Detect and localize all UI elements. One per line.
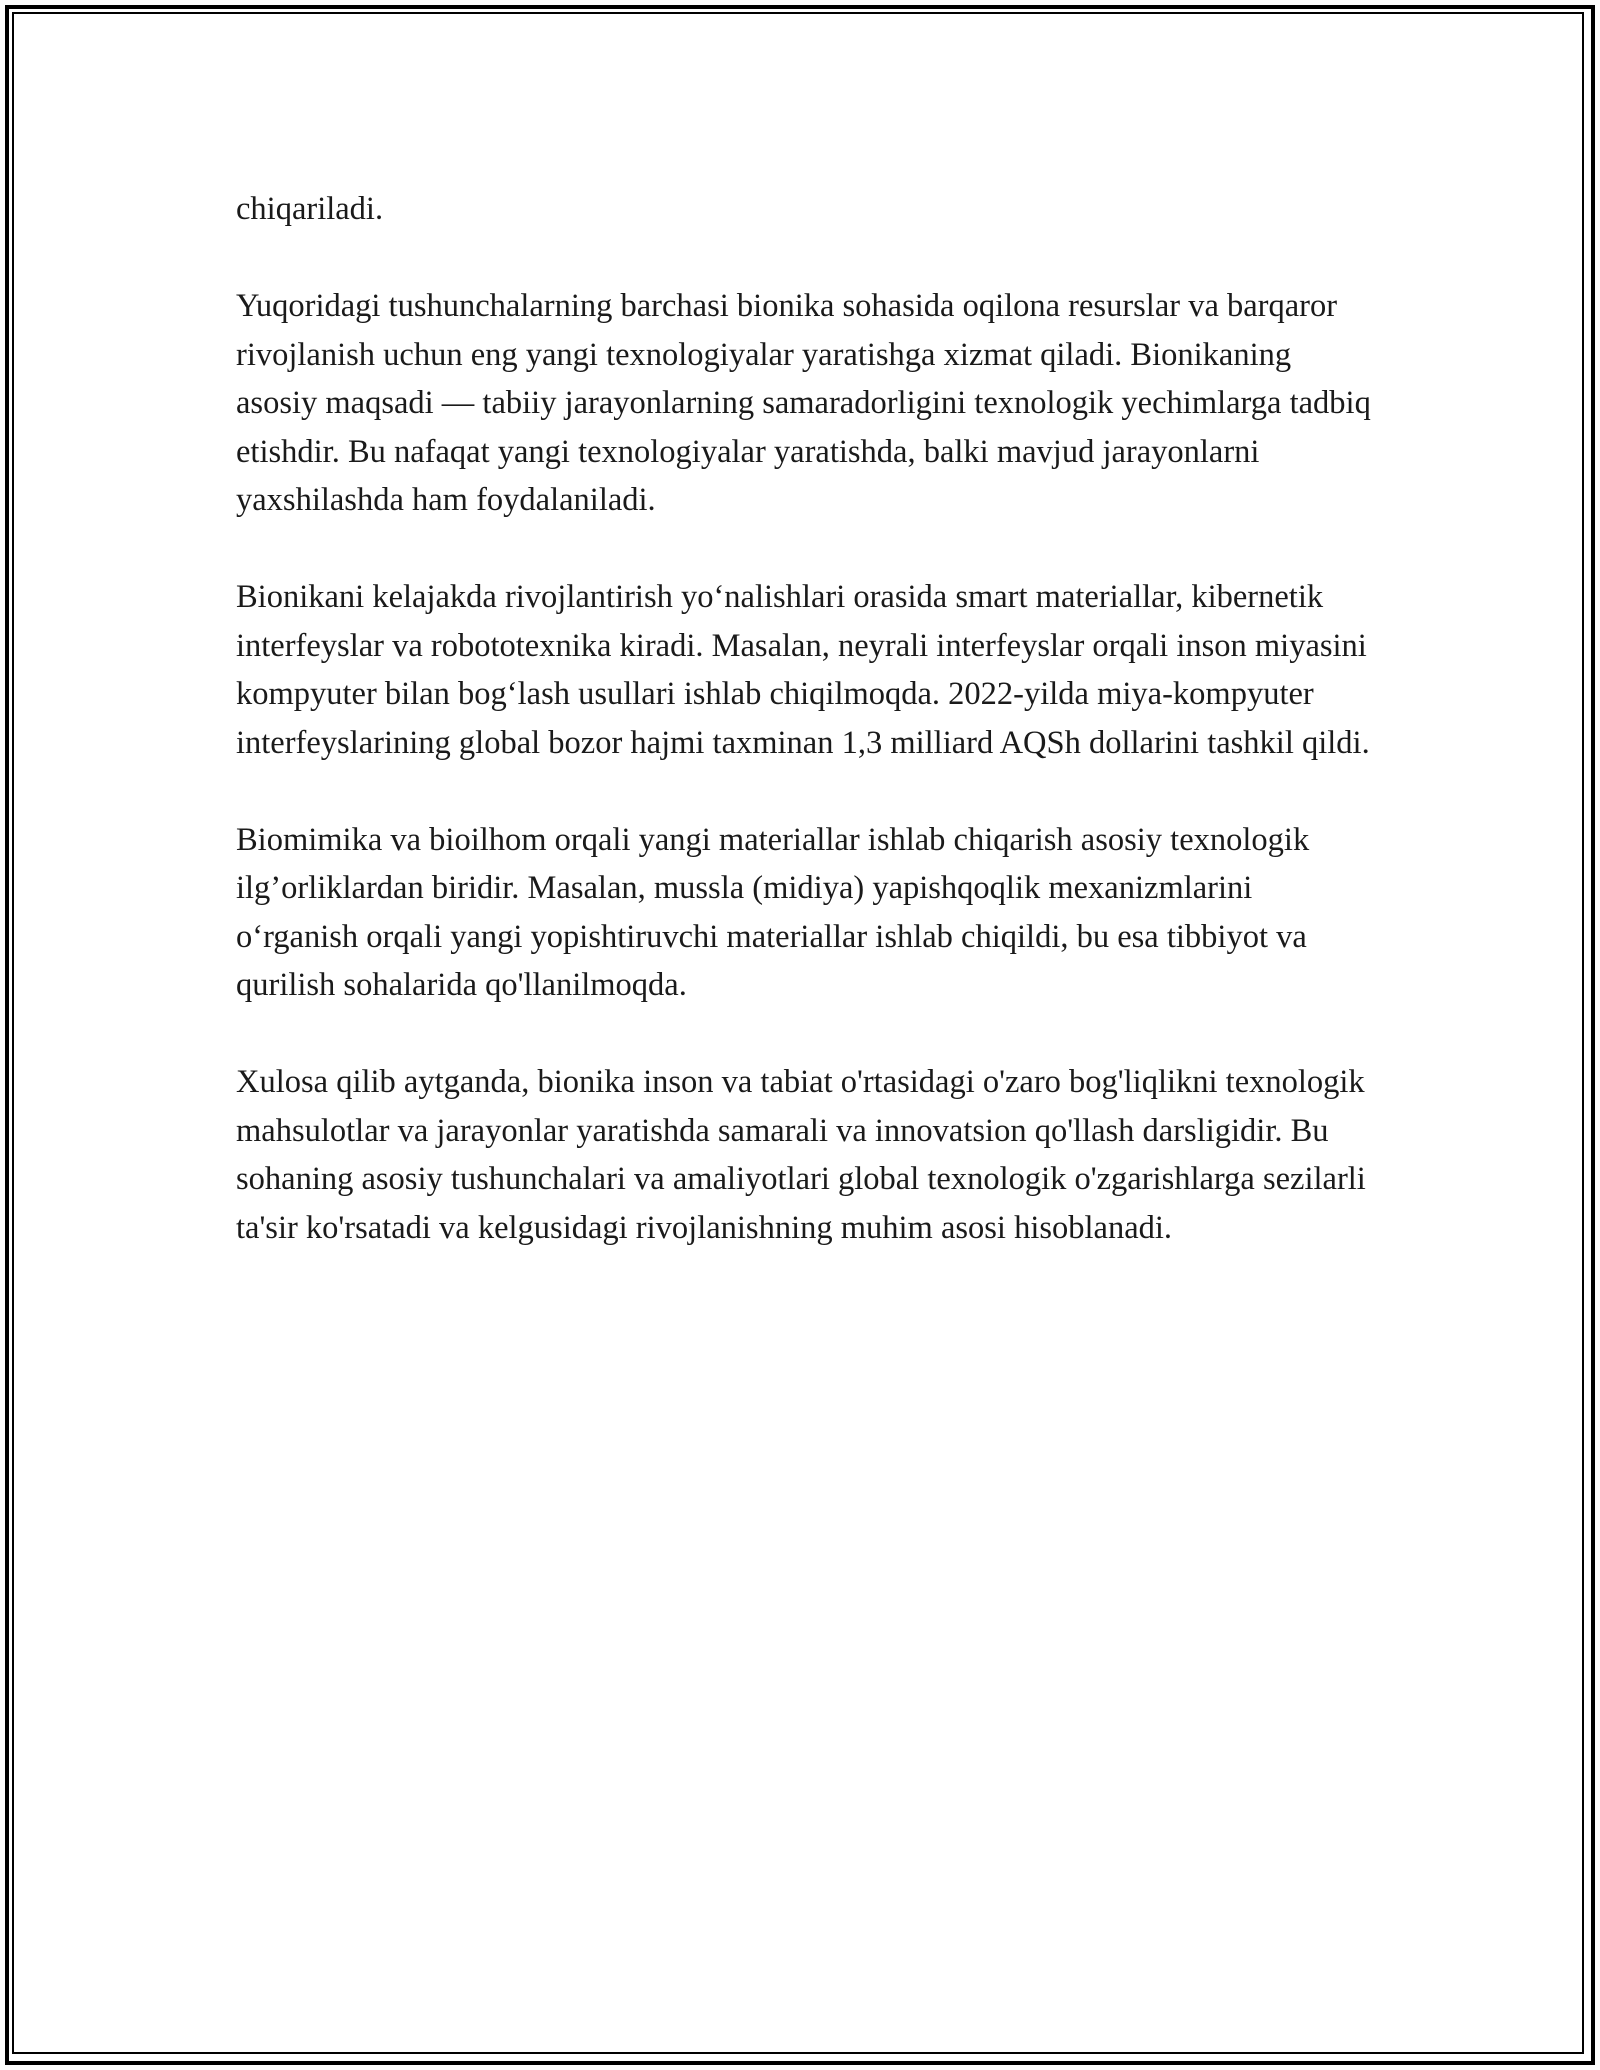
paragraph-5: Xulosa qilib aytganda, bionika inson va tabiat o'rtasidagi o'zaro bog'liqlikni texnologik mahsulotlar va jarayonlar yaratishda samarali va innovatsion qo'llash darsligidir. Bu sohaning asosiy tushunchalari va amaliyotlari global texnologik o'zgarishlarga sezilarli ta'sir ko'rsatadi va kelgusidagi rivojlanishning muhim asosi hisoblanadi. (236, 1064, 1366, 1246)
paragraph-2: Yuqoridagi tushunchalarning barchasi bionika sohasida oqilona resurslar va barqaror rivojlanish uchun eng yangi texnologiyalar yaratishga xizmat qiladi. Bionikaning asosiy maqsadi — tabiiy jarayonlarning samaradorligini texnologik yechimlarga tadbiq etishdir. Bu nafaqat yangi texnologiyalar yaratishda, balki mavjud jarayonlarni yaxshilashda ham foydalaniladi. (236, 288, 1371, 518)
paragraph-1: chiqariladi. (236, 191, 384, 227)
paragraph-3: Bionikani kelajakda rivojlantirish yoʻnalishlari orasida smart materiallar, kibernetik interfeyslar va robototexnika kiradi. Masalan, neyrali interfeyslar orqali inson miyasini kompyuter bilan bogʻlash usullari ishlab chiqilmoqda. 2022-yilda miya-kompyuter interfeyslarining global bozor hajmi taxminan 1,3 milliard AQSh dollarini tashkil qildi. (236, 579, 1370, 761)
paragraph-4: Biomimika va bioilhom orqali yangi materiallar ishlab chiqarish asosiy texnologik ilg’orliklardan biridir. Masalan, mussla (midiya) yapishqoqlik mexanizmlarini oʻrganish orqali yangi yopishtiruvchi materiallar ishlab chiqildi, bu esa tibbiyot va qurilish sohalarida qo'llanilmoqda. (236, 821, 1310, 1003)
document-body (236, 185, 1376, 1301)
